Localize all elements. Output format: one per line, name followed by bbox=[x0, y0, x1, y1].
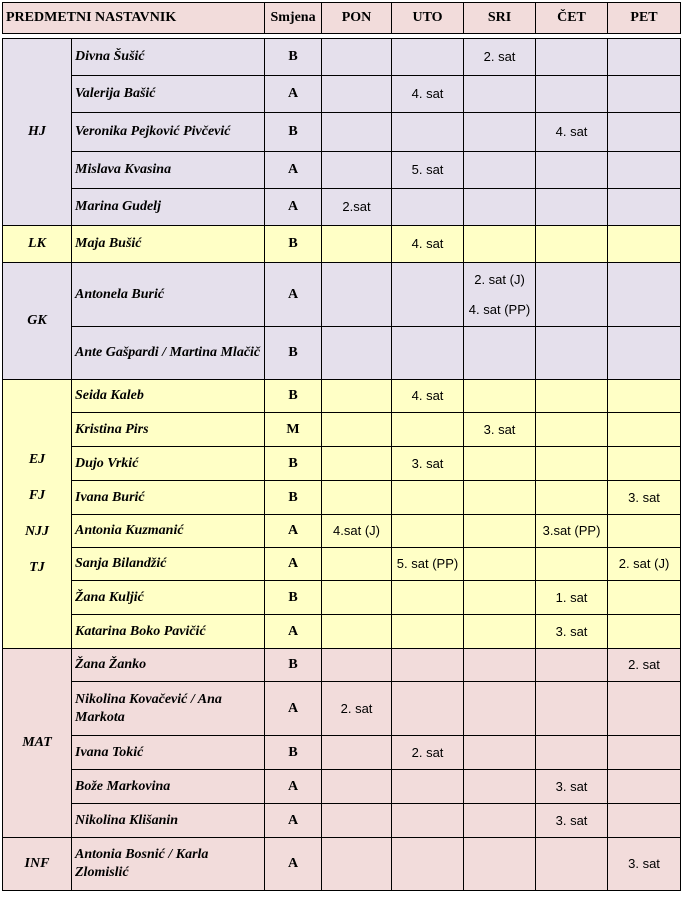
slot-cell-thu: 3. sat bbox=[536, 804, 608, 838]
slot-cell-fri bbox=[608, 515, 681, 548]
teacher-name: Veronika Pejković Pivčević bbox=[72, 113, 265, 152]
subject-label: HJ bbox=[28, 124, 46, 139]
table-row bbox=[3, 327, 681, 380]
slot-cell-fri bbox=[608, 327, 681, 380]
table-row bbox=[3, 413, 681, 447]
slot-cell-thu bbox=[536, 736, 608, 770]
slot-cell-mon bbox=[322, 152, 392, 189]
slot-cell-fri bbox=[608, 615, 681, 649]
teacher-name: Ivana Burić bbox=[72, 481, 265, 515]
slot-cell-mon bbox=[322, 226, 392, 263]
slot-cell-fri: 3. sat bbox=[608, 838, 681, 891]
table-row bbox=[3, 263, 681, 327]
slot-cell-mon bbox=[322, 548, 392, 581]
header-day-tue: UTO bbox=[392, 3, 464, 34]
slot-cell-thu: 3.sat (PP) bbox=[536, 515, 608, 548]
slot-cell-mon bbox=[322, 76, 392, 113]
teacher-name: Sanja Bilandžić bbox=[72, 548, 265, 581]
table-row bbox=[3, 770, 681, 804]
table-row bbox=[3, 736, 681, 770]
subject-cell bbox=[3, 649, 72, 838]
shift-cell: A bbox=[265, 770, 322, 804]
shift-cell: A bbox=[265, 515, 322, 548]
shift-cell: B bbox=[265, 447, 322, 481]
slot-cell-thu: 3. sat bbox=[536, 770, 608, 804]
slot-cell-fri bbox=[608, 113, 681, 152]
slot-cell-mon bbox=[322, 39, 392, 76]
slot-cell-wed bbox=[464, 804, 536, 838]
subject-label: LK bbox=[28, 236, 46, 251]
slot-cell-wed bbox=[464, 548, 536, 581]
slot-cell-mon bbox=[322, 581, 392, 615]
slot-cell-wed bbox=[464, 481, 536, 515]
teacher-name: Valerija Bašić bbox=[72, 76, 265, 113]
table-row bbox=[3, 76, 681, 113]
slot-cell-tue bbox=[392, 189, 464, 226]
slot-cell-fri bbox=[608, 581, 681, 615]
table-row bbox=[3, 447, 681, 481]
slot-cell-wed bbox=[464, 649, 536, 682]
slot-cell-mon bbox=[322, 649, 392, 682]
slot-cell-wed bbox=[464, 263, 536, 327]
slot-cell-thu bbox=[536, 263, 608, 327]
slot-cell-wed: 2. sat bbox=[464, 39, 536, 76]
table-row bbox=[3, 113, 681, 152]
slot-cell-tue bbox=[392, 615, 464, 649]
slot-line: 4. sat (PP) bbox=[468, 301, 531, 317]
subject-cell bbox=[3, 263, 72, 380]
slot-cell-wed bbox=[464, 838, 536, 891]
slot-cell-mon bbox=[322, 380, 392, 413]
slot-cell-mon bbox=[322, 447, 392, 481]
slot-cell-fri bbox=[608, 736, 681, 770]
teacher-name: Kristina Pirs bbox=[72, 413, 265, 447]
table-row bbox=[3, 152, 681, 189]
shift-cell: A bbox=[265, 682, 322, 736]
teacher-name: Žana Kuljić bbox=[72, 581, 265, 615]
slot-cell-thu bbox=[536, 226, 608, 263]
slot-cell-tue: 5. sat bbox=[392, 152, 464, 189]
slot-cell-mon bbox=[322, 838, 392, 891]
teacher-name: Žana Žanko bbox=[72, 649, 265, 682]
subject-label: FJ bbox=[28, 488, 46, 503]
table-row bbox=[3, 581, 681, 615]
shift-cell: A bbox=[265, 152, 322, 189]
table-row bbox=[3, 481, 681, 515]
teacher-name: Antonela Burić bbox=[72, 263, 265, 327]
teacher-name: Dujo Vrkić bbox=[72, 447, 265, 481]
subject-label: NJJ bbox=[24, 524, 50, 539]
shift-cell: A bbox=[265, 189, 322, 226]
slot-cell-tue bbox=[392, 804, 464, 838]
slot-cell-mon bbox=[322, 327, 392, 380]
table-row bbox=[3, 649, 681, 682]
table-row bbox=[3, 189, 681, 226]
slot-cell-tue bbox=[392, 39, 464, 76]
shift-cell: B bbox=[265, 226, 322, 263]
slot-cell-mon bbox=[322, 615, 392, 649]
subject-cell bbox=[3, 380, 72, 649]
slot-cell-tue bbox=[392, 515, 464, 548]
slot-cell-mon bbox=[322, 481, 392, 515]
slot-cell-wed bbox=[464, 327, 536, 380]
slot-cell-thu: 3. sat bbox=[536, 615, 608, 649]
header-shift: Smjena bbox=[265, 3, 322, 34]
table-row bbox=[3, 380, 681, 413]
slot-cell-tue bbox=[392, 770, 464, 804]
slot-cell-thu bbox=[536, 413, 608, 447]
teacher-name: Katarina Boko Pavičić bbox=[72, 615, 265, 649]
slot-cell-fri bbox=[608, 39, 681, 76]
slot-cell-thu bbox=[536, 447, 608, 481]
subject-label: TJ bbox=[29, 560, 45, 575]
teacher-name: Maja Bušić bbox=[72, 226, 265, 263]
slot-cell-thu bbox=[536, 481, 608, 515]
shift-cell: A bbox=[265, 615, 322, 649]
slot-cell-tue: 4. sat bbox=[392, 380, 464, 413]
teacher-name: Divna Šušić bbox=[72, 39, 265, 76]
slot-cell-wed bbox=[464, 770, 536, 804]
slot-cell-wed bbox=[464, 447, 536, 481]
header-day-mon: PON bbox=[322, 3, 392, 34]
slot-cell-mon bbox=[322, 413, 392, 447]
slot-cell-fri bbox=[608, 804, 681, 838]
shift-cell: A bbox=[265, 76, 322, 113]
teacher-name: Marina Gudelj bbox=[72, 189, 265, 226]
slot-cell-tue bbox=[392, 682, 464, 736]
slot-cell-thu bbox=[536, 39, 608, 76]
slot-cell-tue bbox=[392, 113, 464, 152]
slot-cell-mon bbox=[322, 804, 392, 838]
teacher-name: Antonia Kuzmanić bbox=[72, 515, 265, 548]
slot-cell-fri bbox=[608, 226, 681, 263]
subject-label: EJ bbox=[28, 452, 46, 467]
slot-cell-thu bbox=[536, 152, 608, 189]
slot-cell-wed bbox=[464, 682, 536, 736]
shift-cell: M bbox=[265, 413, 322, 447]
slot-cell-wed bbox=[464, 736, 536, 770]
slot-cell-wed bbox=[464, 152, 536, 189]
schedule-body bbox=[3, 34, 681, 891]
table-row bbox=[3, 226, 681, 263]
slot-cell-thu bbox=[536, 649, 608, 682]
shift-cell: A bbox=[265, 263, 322, 327]
shift-cell: A bbox=[265, 548, 322, 581]
slot-cell-tue: 4. sat bbox=[392, 226, 464, 263]
slot-cell-fri: 2. sat bbox=[608, 649, 681, 682]
table-row bbox=[3, 515, 681, 548]
slot-cell-thu bbox=[536, 380, 608, 413]
table-row bbox=[3, 615, 681, 649]
slot-cell-fri bbox=[608, 263, 681, 327]
slot-cell-tue bbox=[392, 263, 464, 327]
slot-cell-wed bbox=[464, 615, 536, 649]
slot-cell-fri: 3. sat bbox=[608, 481, 681, 515]
header-row bbox=[3, 3, 681, 34]
table-row bbox=[3, 548, 681, 581]
teacher-name: Bože Markovina bbox=[72, 770, 265, 804]
slot-cell-thu bbox=[536, 76, 608, 113]
slot-cell-tue: 3. sat bbox=[392, 447, 464, 481]
slot-cell-fri bbox=[608, 770, 681, 804]
slot-cell-mon: 4.sat (J) bbox=[322, 515, 392, 548]
teacher-name: Ante Gašpardi / Martina Mlačič bbox=[72, 327, 265, 380]
slot-cell-thu bbox=[536, 682, 608, 736]
table-row bbox=[3, 682, 681, 736]
table-row bbox=[3, 804, 681, 838]
slot-cell-tue bbox=[392, 327, 464, 380]
subject-label: INF bbox=[24, 856, 50, 871]
teacher-name: Antonia Bosnić / Karla Zlomislić bbox=[72, 838, 265, 891]
slot-cell-tue bbox=[392, 481, 464, 515]
slot-cell-fri bbox=[608, 380, 681, 413]
slot-cell-fri bbox=[608, 413, 681, 447]
slot-cell-mon bbox=[322, 263, 392, 327]
slot-line: 2. sat (J) bbox=[474, 271, 525, 287]
teacher-name: Seida Kaleb bbox=[72, 380, 265, 413]
shift-cell: A bbox=[265, 838, 322, 891]
header-day-wed: SRI bbox=[464, 3, 536, 34]
slot-cell-wed bbox=[464, 380, 536, 413]
slot-cell-mon bbox=[322, 736, 392, 770]
slot-cell-thu bbox=[536, 189, 608, 226]
slot-cell-wed bbox=[464, 113, 536, 152]
slot-cell-thu bbox=[536, 327, 608, 380]
subject-label: GK bbox=[27, 313, 47, 328]
table-row bbox=[3, 39, 681, 76]
teacher-name: Nikolina Klišanin bbox=[72, 804, 265, 838]
slot-cell-wed bbox=[464, 581, 536, 615]
teacher-name: Nikolina Kovačević / Ana Markota bbox=[72, 682, 265, 736]
slot-cell-mon: 2.sat bbox=[322, 189, 392, 226]
slot-cell-tue bbox=[392, 649, 464, 682]
slot-cell-tue bbox=[392, 413, 464, 447]
slot-cell-tue: 2. sat bbox=[392, 736, 464, 770]
slot-cell-fri bbox=[608, 152, 681, 189]
subject-cell bbox=[3, 226, 72, 263]
header-day-thu: ČET bbox=[536, 3, 608, 34]
teacher-name: Mislava Kvasina bbox=[72, 152, 265, 189]
slot-cell-tue: 5. sat (PP) bbox=[392, 548, 464, 581]
slot-cell-thu bbox=[536, 548, 608, 581]
shift-cell: A bbox=[265, 804, 322, 838]
header-teacher: PREDMETNI NASTAVNIK bbox=[3, 3, 265, 34]
table-row bbox=[3, 838, 681, 891]
slot-cell-wed bbox=[464, 189, 536, 226]
header-day-fri: PET bbox=[608, 3, 681, 34]
shift-cell: B bbox=[265, 327, 322, 380]
slot-cell-fri bbox=[608, 682, 681, 736]
slot-cell-fri: 2. sat (J) bbox=[608, 548, 681, 581]
shift-cell: B bbox=[265, 113, 322, 152]
teacher-name: Ivana Tokić bbox=[72, 736, 265, 770]
slot-cell-wed bbox=[464, 76, 536, 113]
slot-cell-mon: 2. sat bbox=[322, 682, 392, 736]
schedule-table bbox=[2, 2, 681, 891]
shift-cell: B bbox=[265, 481, 322, 515]
slot-cell-wed bbox=[464, 515, 536, 548]
slot-cell-fri bbox=[608, 189, 681, 226]
slot-cell-fri bbox=[608, 447, 681, 481]
subject-cell bbox=[3, 838, 72, 891]
slot-cell-wed bbox=[464, 226, 536, 263]
shift-cell: B bbox=[265, 736, 322, 770]
slot-cell-fri bbox=[608, 76, 681, 113]
slot-cell-thu bbox=[536, 838, 608, 891]
slot-cell-mon bbox=[322, 770, 392, 804]
subject-label: MAT bbox=[22, 735, 52, 750]
slot-cell-thu: 1. sat bbox=[536, 581, 608, 615]
shift-cell: B bbox=[265, 39, 322, 76]
slot-cell-tue: 4. sat bbox=[392, 76, 464, 113]
shift-cell: B bbox=[265, 581, 322, 615]
slot-cell-thu: 4. sat bbox=[536, 113, 608, 152]
slot-cell-mon bbox=[322, 113, 392, 152]
slot-cell-wed: 3. sat bbox=[464, 413, 536, 447]
slot-cell-tue bbox=[392, 581, 464, 615]
subject-cell bbox=[3, 39, 72, 226]
shift-cell: B bbox=[265, 380, 322, 413]
slot-cell-tue bbox=[392, 838, 464, 891]
shift-cell: B bbox=[265, 649, 322, 682]
